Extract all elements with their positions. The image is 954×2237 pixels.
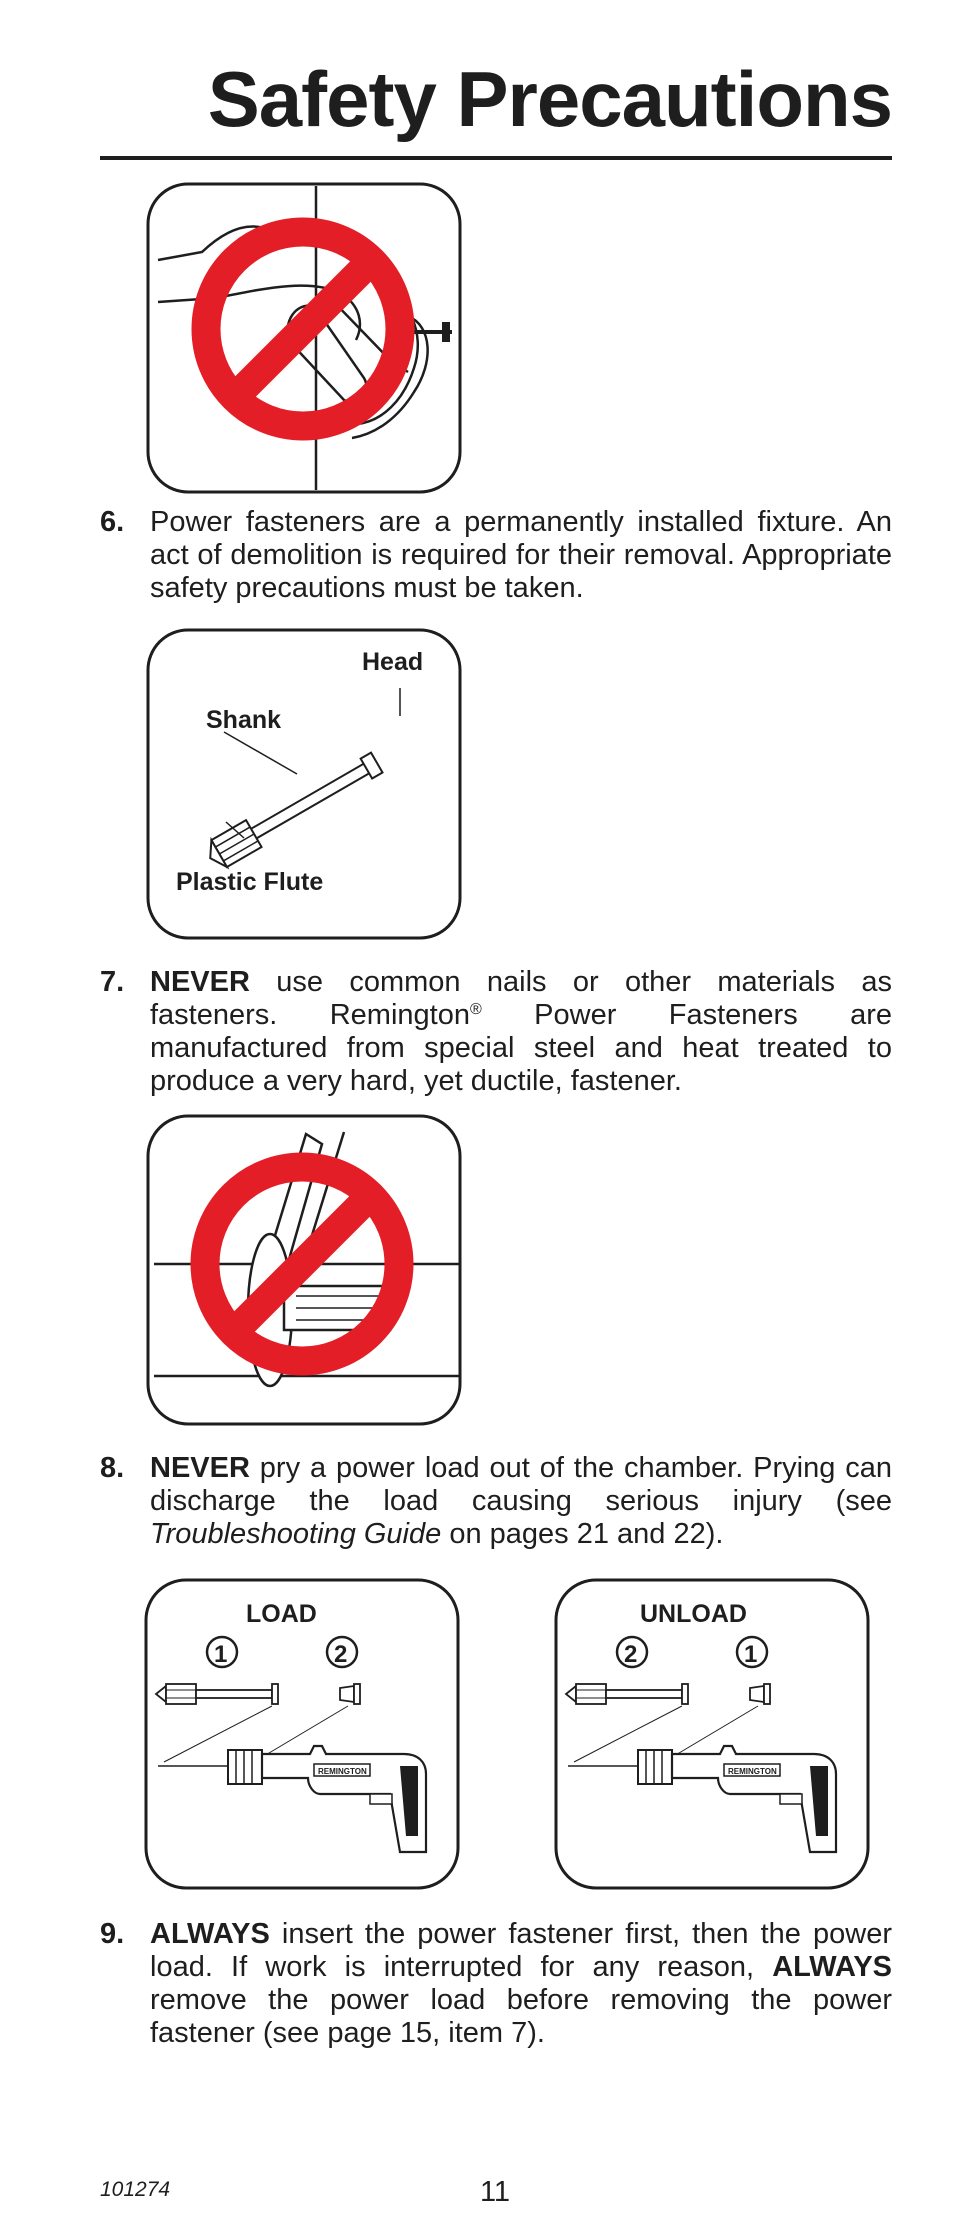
load-label: LOAD	[246, 1600, 317, 1628]
item-text: NEVER pry a power load out of the chamber. Prying can discharge the load causing serious injury (see Troubleshooting Guide on pages 21 and 22).	[150, 1452, 892, 1550]
fastener-diagram	[146, 628, 462, 940]
no-common-nails-illustration	[146, 1114, 462, 1426]
tool-brand: REMINGTON	[318, 1767, 367, 1776]
safety-item-7	[100, 966, 892, 1098]
plastic-flute-label: Plastic Flute	[176, 868, 324, 896]
load-sequence-diagram	[144, 1578, 460, 1890]
shank-label: Shank	[206, 706, 282, 734]
page-title: Safety Precautions	[207, 55, 892, 143]
step-number: 2	[334, 1641, 348, 1668]
item-number: 6.	[100, 506, 125, 538]
item-text: Power fasteners are a permanently installed fixture. An act of demolition is required for their removal. Appropriate safety precautions must be taken.	[150, 506, 892, 604]
head-label: Head	[362, 648, 424, 676]
page-number: 11	[479, 2176, 511, 2208]
title-rule	[100, 156, 892, 160]
step-number: 1	[744, 1641, 758, 1668]
item-number: 7.	[100, 966, 125, 998]
item-text: NEVER use common nails or other materials as fasteners. Remington® Power Fasteners are manufactured from special steel and heat treated to produce a very hard, yet ductile, fastener.	[150, 966, 892, 1097]
item-number: 9.	[100, 1918, 125, 1950]
safety-item-6	[100, 506, 892, 605]
unload-sequence-diagram	[554, 1578, 870, 1890]
unload-label: UNLOAD	[640, 1600, 747, 1628]
step-number: 1	[214, 1641, 228, 1668]
document-number: 101274	[100, 2178, 171, 2201]
tool-brand: REMINGTON	[728, 1767, 777, 1776]
item-number: 8.	[100, 1452, 125, 1484]
safety-item-9	[100, 1918, 892, 2050]
item-text: ALWAYS insert the power fastener first, then the power load. If work is interrupted for any reason, ALWAYS remove the power load before removing the power fastener (see page 15, item 7).	[150, 1918, 892, 2049]
safety-item-8	[100, 1452, 892, 1551]
no-hand-hold-illustration	[146, 182, 462, 494]
step-number: 2	[624, 1641, 638, 1668]
